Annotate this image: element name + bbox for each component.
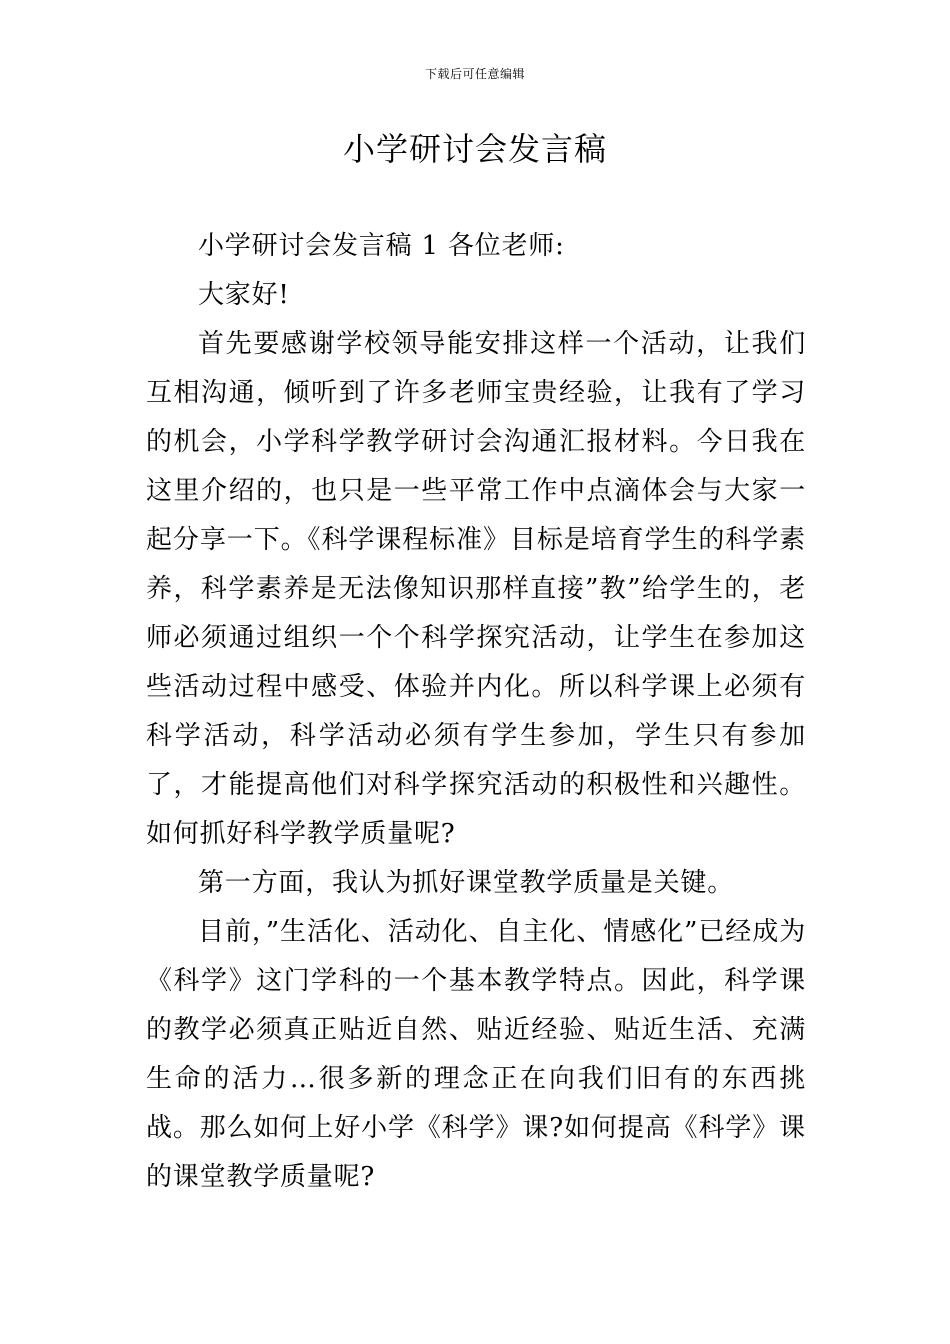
- header-note: 下载后可任意编辑: [424, 67, 525, 81]
- document-title: 小学研讨会发言稿: [342, 130, 607, 168]
- paragraph-greeting: 小学研讨会发言稿 1 各位老师:: [198, 231, 565, 261]
- document-body: [146, 222, 806, 1202]
- paragraph-intro: 首先要感谢学校领导能安排这样一个活动，让我们互相沟通，倾听到了许多老师宝贵经验，让我有了学习的机会，小学科学教学研讨会沟通汇报材料。今日我在这里介绍的，也只是一些平常工作中点滴体会与大家一起分享一下。《科学课程标准》目标是培育学生的科学素养，科学素养是无法像知识那样直接”教”给学生的，老师必须通过组织一个个科学探究活动，让学生在参加这些活动过程中感受、体验并内化。所以科学课上必须有科学活动，科学活动必须有学生参加，学生只有参加了，才能提高他们对科学探究活动的积极性和兴趣性。如何抓好科学教学质量呢?: [146, 329, 806, 849]
- paragraph-hello: 大家好!: [198, 280, 290, 310]
- paragraph-first-aspect: 第一方面，我认为抓好课堂教学质量是关键。: [198, 868, 735, 898]
- paragraph-current-trend: 目前，”生活化、活动化、自主化、情感化”已经成为《科学》这门学科的一个基本教学特点。因此，科学课的教学必须真正贴近自然、贴近经验、贴近生活、充满生命的活力…很多新的理念正在向我们旧有的东西挑战。那么如何上好小学《科学》课?如何提高《科学》课的课堂教学质量呢?: [146, 917, 806, 1192]
